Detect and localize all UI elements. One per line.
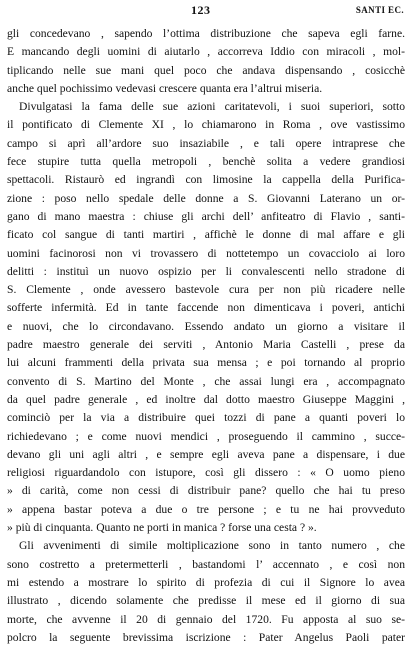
text-line: religiosi riguardandolo con istupore, così gli dissero : « O uomo pieno: [7, 466, 405, 480]
text-line: tiplicando nelle sue mani quel poco che andava dispensando , cosicchè: [7, 63, 405, 77]
text-line: uomini facinorosi non vi trovassero di nottetempo un covacciolo ai loro: [7, 246, 405, 260]
text-line: lui alcuni frammenti della privata sua mensa ; e poi tornando al proprio: [7, 356, 405, 370]
text-line: fece stupire tutta quella metropoli , benchè solita a vedere grandiosi: [7, 155, 405, 169]
text-line: » più di cinquanta. Quanto ne porti in manica ? forse una cesta ? ».: [7, 521, 317, 535]
text-line: illustrato , dicendo solamente che predisse il mese ed il giorno di sua: [7, 594, 405, 608]
text-line: gano di mano maestra : chiuse gli archi dell’ anfiteatro di Flavio , santi-: [7, 209, 405, 223]
text-line: e nuovi, che lo circondavano. Essendo andato un giorno a visitare il: [7, 319, 405, 333]
text-line: da quel padre generale , ed inoltre dal dotto maestro Giuseppe Maggini ,: [7, 392, 405, 406]
text-line: E mancando degli uomini di aiutarlo , accorreva Iddio con miracoli , mol-: [7, 45, 405, 59]
text-line: zione : poso nello spedale delle donne a S. Giovanni Laterano un or-: [7, 191, 405, 205]
page-number: 123: [191, 3, 211, 17]
text-line: S. Clemente , onde avessero bastevole cura per non più ricadere nelle: [7, 283, 405, 297]
text-line: gli concedevano , sapendo l’ottima distribuzione che sapeva egli farne.: [7, 27, 405, 40]
text-line: polcro la seguente brevissima iscrizione : Pater Angelus Paoli pater: [7, 630, 405, 644]
text-line: il pontificato di Clemente XI , lo chiamarono in Roma , ove vastissimo: [7, 118, 405, 132]
text-line: ficato col sangue di tanti martiri , affichè le donne di mal affare e gli: [7, 228, 405, 242]
text-line: » di carità, come non cessi di distribuir pane? quello che hai tu preso: [7, 484, 405, 498]
body-text: [7, 25, 405, 647]
text-line: Gli avvenimenti di simile moltiplicazione sono in tanto numero , che: [19, 539, 405, 553]
text-line: richiedevano ; e come nuovi mendici , proseguendo il cammino , succe-: [7, 429, 405, 443]
text-line: mi estendo a mostrare lo spirito di profezia di cui il Signore lo avea: [7, 575, 405, 589]
text-line: delitti : instituì un nuovo ospizio per li convalescenti nello stradone di: [7, 264, 405, 278]
text-line: anche quel pochissimo vedevasi crescere quanta era l’altrui miseria.: [7, 81, 323, 95]
text-line: convento di S. Martino del Monte , che assai lungi era , accompagnato: [7, 374, 405, 388]
running-head: SANTI EC.: [355, 5, 404, 15]
text-line: spettacoli. Ristaurò ed ingrandì con limosine la cappella della Purifica-: [7, 173, 405, 187]
text-line: sofferte infermità. Ed in tante faccende non dimenticava i poveri, antichi: [7, 301, 405, 315]
text-line: padre maestro generale dei serviti , Antonio Maria Castelli , prese da: [7, 338, 405, 352]
text-line: Divulgatasi la fama delle sue azioni caritatevoli, i suoi superiori, sotto: [19, 100, 405, 114]
text-line: sono costretto a pretermetterli , bastandomi l’ accennato , e così non: [7, 557, 405, 571]
text-line: » appena bastar poteva a due o tre persone ; e tu ne hai provveduto: [7, 502, 405, 516]
text-line: devano gli uni agli altri , e sempre egli aveva pane a dispensare, i due: [7, 447, 405, 461]
text-line: cominciò per la via a distribuire quei tozzi di pane a quanti poveri lo: [7, 411, 405, 425]
text-line: morte, che avvenne il 20 di gennaio del 1720. Fu apposta al suo se-: [7, 612, 405, 626]
page-header: [0, 3, 413, 19]
text-line: campo si aprì all’ardore suo insaziabile , e tali opere intraprese che: [7, 136, 405, 150]
